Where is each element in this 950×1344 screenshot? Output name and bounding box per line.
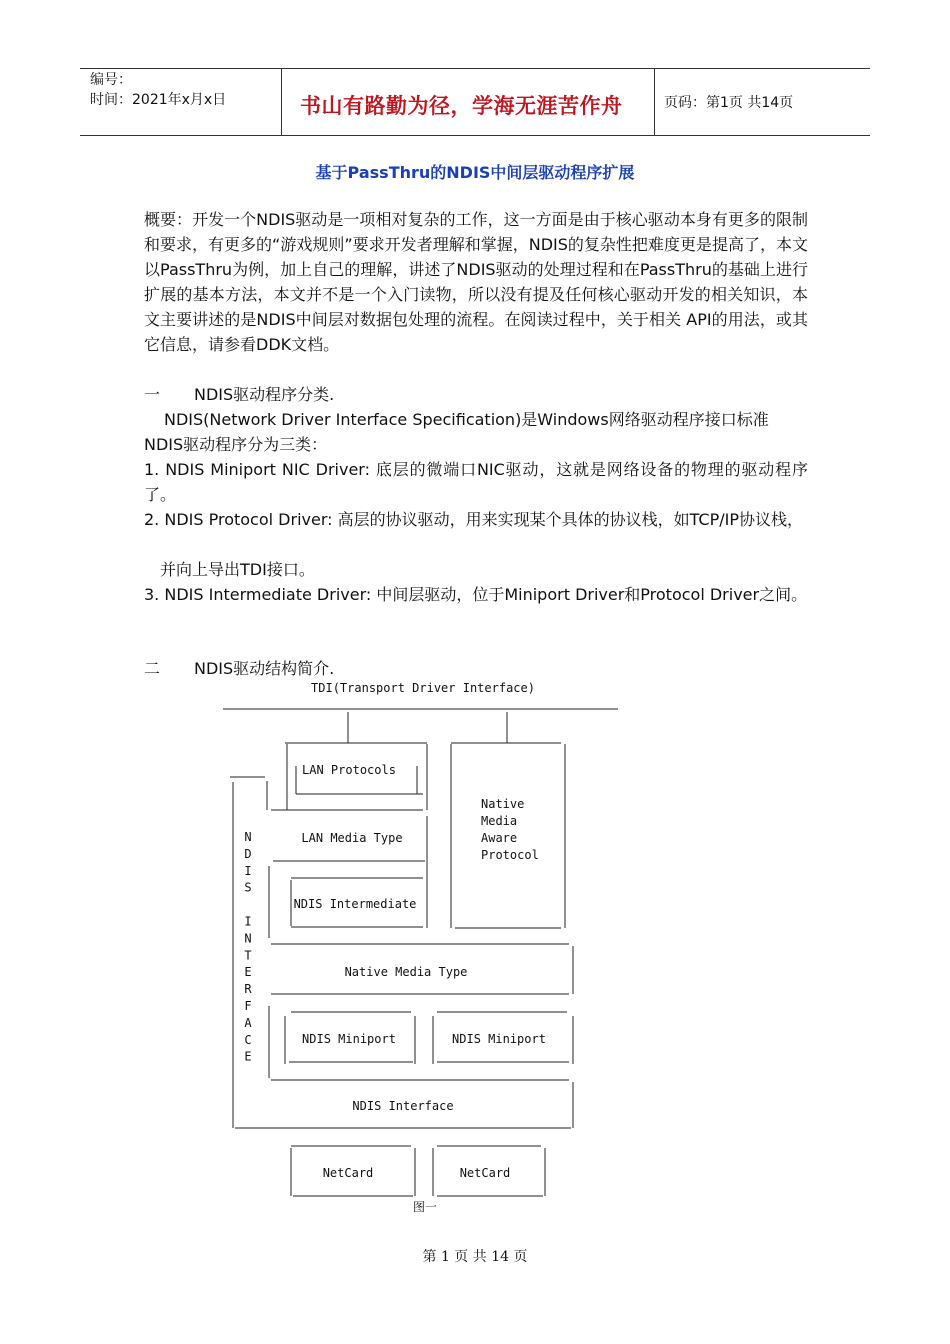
section-number: 二 bbox=[144, 659, 161, 678]
vertical-label-letter: S bbox=[244, 880, 252, 895]
section-number: 一 bbox=[144, 385, 161, 404]
header-motto: 书山有路勤为径，学海无涯苦作舟 bbox=[300, 94, 623, 118]
list-item: 1. NDIS Miniport NIC Driver: 底层的微端口NIC驱动，这就是网络设备的物理的驱动程序了。 bbox=[144, 460, 808, 504]
netcard-label: NetCard bbox=[322, 1166, 374, 1180]
doc-number: 编号： bbox=[90, 72, 132, 88]
lan-protocols-label: LAN Protocols bbox=[302, 763, 396, 777]
lan-media-type-label: LAN Media Type bbox=[301, 831, 403, 845]
body-text: NDIS驱动程序分为三类： bbox=[144, 435, 328, 454]
section-title: NDIS驱动结构简介. bbox=[194, 659, 335, 678]
vertical-label-letter: E bbox=[244, 1049, 252, 1064]
vertical-label-letter: N bbox=[244, 830, 252, 844]
tdi-label: TDI(Transport Driver Interface) bbox=[311, 681, 535, 695]
ndis-intermediate-label: NDIS Intermediate bbox=[293, 897, 417, 911]
list-item-continuation: 并向上导出TDI接口。 bbox=[160, 560, 315, 579]
doc-time: 时间：2021年x月x日 bbox=[90, 92, 227, 108]
ndis-interface-vertical-label bbox=[244, 830, 252, 1064]
header-bottom-rule bbox=[80, 135, 870, 136]
vertical-label-letter: D bbox=[244, 846, 252, 861]
native-protocol-label: Protocol bbox=[481, 848, 539, 862]
vertical-label-letter: I bbox=[244, 914, 252, 929]
section-title: NDIS驱动程序分类. bbox=[194, 385, 335, 404]
header-top-rule bbox=[80, 68, 870, 69]
body-text: NDIS(Network Driver Interface Specification)是Windows网络驱动程序接口标准 bbox=[164, 410, 769, 429]
page-indicator: 页码：第1页 共14页 bbox=[664, 95, 794, 111]
list-item: 3. NDIS Intermediate Driver: 中间层驱动，位于Miniport Driver和Protocol Driver之间。 bbox=[144, 585, 808, 604]
ndis-interface-label: NDIS Interface bbox=[352, 1099, 454, 1113]
header-divider bbox=[281, 68, 282, 136]
vertical-label-letter: R bbox=[244, 982, 252, 997]
abstract-paragraph: 概要：开发一个NDIS驱动是一项相对复杂的工作，这一方面是由于核心驱动本身有更多的限制和要求，有更多的“游戏规则”要求开发者理解和掌握，NDIS的复杂性把难度更是提高了，本文以PassThru为例，加上自己的理解，讲述了NDIS驱动的处理过程和在PassThru的基础上进行扩展的基本方法，本文并不是一个入门读物，所以没有提及任何核心驱动开发的相关知识，本文主要讲述的是NDIS中间层对数据包处理的流程。在阅读过程中，关于相关 API的用法，或其它信息，请参看DDK文档。 bbox=[144, 210, 808, 354]
list-item: 2. NDIS Protocol Driver: 高层的协议驱动，用来实现某个具体的协议栈，如TCP/IP协议栈， bbox=[144, 510, 804, 529]
vertical-label-letter: E bbox=[244, 965, 252, 980]
vertical-label-letter: I bbox=[244, 863, 252, 878]
native-protocol-label: Native bbox=[481, 797, 525, 811]
section-heading bbox=[144, 382, 334, 407]
header-divider bbox=[654, 68, 655, 136]
vertical-label-letter: N bbox=[244, 931, 252, 946]
vertical-label-letter: C bbox=[244, 1032, 252, 1047]
vertical-label-letter: T bbox=[244, 948, 252, 963]
diagram-lines bbox=[223, 709, 618, 1196]
netcard-label: NetCard bbox=[459, 1166, 511, 1180]
vertical-label-letter: F bbox=[244, 999, 252, 1013]
page-footer: 第 1 页 共 14 页 bbox=[422, 1249, 528, 1265]
native-protocol-label: Aware bbox=[481, 831, 518, 845]
page-title: 基于PassThru的NDIS中间层驱动程序扩展 bbox=[315, 163, 635, 182]
native-protocol-label: Media bbox=[481, 814, 518, 828]
ndis-miniport-label: NDIS Miniport bbox=[452, 1032, 546, 1046]
ndis-miniport-label: NDIS Miniport bbox=[302, 1032, 396, 1046]
figure-caption: 图一 bbox=[412, 1200, 438, 1214]
native-media-type-label: Native Media Type bbox=[344, 965, 468, 979]
vertical-label-letter: A bbox=[244, 1015, 252, 1030]
ndis-architecture-diagram bbox=[215, 676, 625, 1216]
